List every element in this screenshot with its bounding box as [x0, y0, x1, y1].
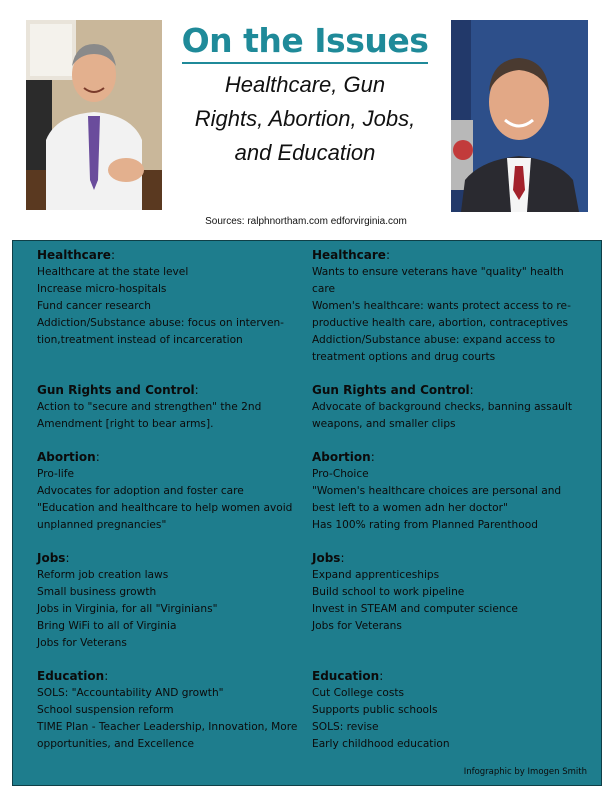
section-jobs: [312, 550, 574, 635]
issue-item: Pro-life: [37, 468, 74, 480]
section-heading: Jobs:: [37, 551, 70, 565]
issue-item: SOLS: "Accountability AND growth": [37, 687, 224, 699]
issue-item: "Women's healthcare choices are personal and: [312, 485, 562, 497]
issue-item: Amendment [right to bear arms].: [37, 418, 214, 430]
issue-item: Supports public schools: [312, 704, 438, 716]
issue-item: Wants to ensure veterans have "quality" health: [312, 266, 564, 278]
issue-item: treatment options and drug courts: [312, 351, 496, 363]
issue-item: Addiction/Substance abuse: expand access to: [312, 334, 556, 346]
title-block: [170, 22, 440, 170]
section-education: [37, 668, 299, 753]
issue-item: opportunities, and Excellence: [37, 738, 195, 750]
issue-item: Healthcare at the state level: [37, 266, 189, 278]
section-abortion: [37, 449, 299, 534]
issue-item: Expand apprenticeships: [312, 569, 440, 581]
right-candidate-column: [312, 247, 574, 753]
section-heading: Healthcare:: [312, 248, 390, 262]
section-heading: Abortion:: [37, 450, 100, 464]
page-title: On the Issues: [182, 22, 429, 64]
issue-item: Invest in STEAM and computer science: [312, 603, 518, 615]
issue-item: productive health care, abortion, contraceptives: [312, 317, 569, 329]
issue-item: Action to "secure and strengthen" the 2nd: [37, 401, 262, 413]
issue-item: Reform job creation laws: [37, 569, 169, 581]
issue-item: Increase micro-hospitals: [37, 283, 167, 295]
section-heading: Abortion:: [312, 450, 375, 464]
issue-item: Pro-Choice: [312, 468, 369, 480]
section-heading: Jobs:: [312, 551, 345, 565]
section-jobs: [37, 550, 299, 652]
section-heading: Education:: [37, 669, 109, 683]
issue-item: Jobs for Veterans: [312, 620, 402, 632]
right-candidate-photo: [451, 20, 588, 212]
heading-text: Gun Rights and Control: [37, 383, 195, 397]
issue-item: Bring WiFi to all of Virginia: [37, 620, 177, 632]
section-heading: Gun Rights and Control:: [312, 383, 474, 397]
sources-line: Sources: ralphnortham.com edforvirginia.com: [205, 216, 407, 227]
section-gun-rights: [37, 382, 299, 433]
section-heading: Healthcare:: [37, 248, 115, 262]
section-education: [312, 668, 574, 753]
heading-text: Education: [37, 669, 105, 683]
issue-item: Fund cancer research: [37, 300, 151, 312]
issue-item: Build school to work pipeline: [312, 586, 465, 598]
section-healthcare: [312, 247, 574, 366]
issue-item: Addiction/Substance abuse: focus on interven-: [37, 317, 285, 329]
subtitle-line: and Education: [234, 140, 376, 165]
subtitle-line: Rights, Abortion, Jobs,: [194, 106, 416, 131]
heading-text: Jobs: [312, 551, 341, 565]
issue-item: care: [312, 283, 335, 295]
issues-panel: [12, 240, 602, 786]
heading-text: Healthcare: [312, 248, 386, 262]
heading-text: Abortion: [312, 450, 371, 464]
issue-item: "Education and healthcare to help women avoid: [37, 502, 293, 514]
issue-item: unplanned pregnancies": [37, 519, 167, 531]
section-heading: Education:: [312, 669, 384, 683]
subtitle-line: Healthcare, Gun: [224, 72, 386, 97]
page-subtitle: [170, 68, 440, 170]
issue-item: Women's healthcare: wants protect access to re-: [312, 300, 571, 312]
heading-text: Abortion: [37, 450, 96, 464]
issue-item: TIME Plan - Teacher Leadership, Innovation, More: [37, 721, 298, 733]
issue-item: Advocates for adoption and foster care: [37, 485, 244, 497]
section-heading: Gun Rights and Control:: [37, 383, 199, 397]
issue-item: Jobs for Veterans: [37, 637, 127, 649]
section-healthcare: [37, 247, 299, 349]
heading-text: Jobs: [37, 551, 66, 565]
issue-item: Early childhood education: [312, 738, 450, 750]
issue-item: best left to a women adn her doctor": [312, 502, 508, 514]
issue-item: weapons, and smaller clips: [312, 418, 456, 430]
section-abortion: [312, 449, 574, 534]
issue-item: Advocate of background checks, banning assault: [312, 401, 572, 413]
issue-item: Cut College costs: [312, 687, 405, 699]
section-gun-rights: [312, 382, 574, 433]
infographic-credit: Infographic by Imogen Smith: [463, 767, 587, 777]
left-candidate-photo: [26, 20, 162, 210]
heading-text: Education: [312, 669, 380, 683]
issue-item: tion,treatment instead of incarceration: [37, 334, 243, 346]
issue-item: Has 100% rating from Planned Parenthood: [312, 519, 538, 531]
issue-item: School suspension reform: [37, 704, 174, 716]
heading-text: Healthcare: [37, 248, 111, 262]
issue-item: Small business growth: [37, 586, 157, 598]
issue-item: SOLS: revise: [312, 721, 379, 733]
heading-text: Gun Rights and Control: [312, 383, 470, 397]
issue-item: Jobs in Virginia, for all "Virginians": [37, 603, 218, 615]
left-candidate-column: [37, 247, 299, 753]
